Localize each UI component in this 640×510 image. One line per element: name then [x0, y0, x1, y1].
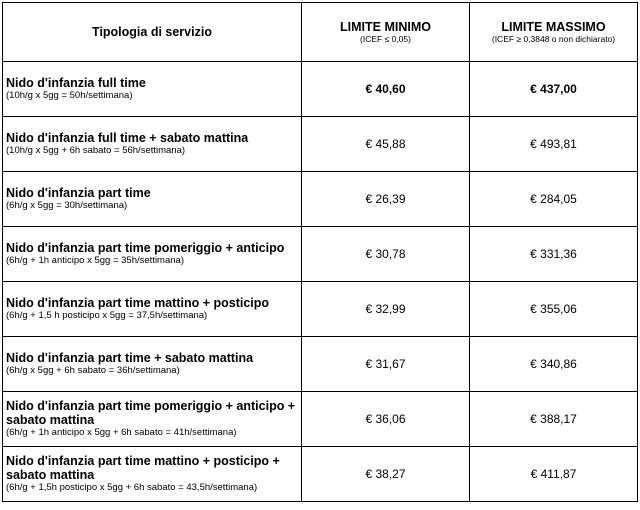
- service-detail: (10h/g x 5gg = 50h/settimana): [6, 90, 133, 101]
- service-cell: [3, 62, 302, 117]
- max-value: € 388,17: [470, 392, 638, 447]
- service-title: Nido d'infanzia full time: [6, 76, 146, 90]
- service-title: Nido d'infanzia full time + sabato mattina: [6, 131, 249, 145]
- max-value: € 493,81: [470, 117, 638, 172]
- service-detail: (6h/g + 1,5 h posticipo x 5gg = 37,5h/settimana): [6, 310, 208, 321]
- header-max-title: LIMITE MASSIMO: [501, 19, 606, 34]
- header-min-title: LIMITE MINIMO: [340, 19, 431, 34]
- service-detail: (6h/g + 1h anticipo x 5gg = 35h/settimana): [6, 255, 184, 266]
- max-value: € 284,05: [470, 172, 638, 227]
- max-value: € 355,06: [470, 282, 638, 337]
- service-detail: (6h/g x 5gg = 30h/settimana): [6, 200, 128, 211]
- header-max-subtitle: (ICEF ≥ 0,3848 o non dichiarato): [491, 33, 616, 44]
- header-min-subtitle: (ICEF ≤ 0,05): [360, 33, 411, 44]
- service-cell: [3, 337, 302, 392]
- min-value: € 38,27: [302, 447, 470, 502]
- min-value: € 30,78: [302, 227, 470, 282]
- table-row: [3, 392, 638, 447]
- fee-table: [2, 2, 638, 502]
- table-row: [3, 337, 638, 392]
- service-title: Nido d'infanzia part time + sabato mattina: [6, 351, 254, 365]
- service-detail: (6h/g + 1,5h posticipo x 5gg + 6h sabato = 43,5h/settimana): [6, 482, 258, 493]
- max-value: € 340,86: [470, 337, 638, 392]
- table-row: [3, 62, 638, 117]
- service-cell: [3, 117, 302, 172]
- table-row: [3, 447, 638, 502]
- max-value: € 411,87: [470, 447, 638, 502]
- service-title: Nido d'infanzia part time pomeriggio + anticipo + sabato mattina: [6, 399, 296, 427]
- min-value: € 40,60: [302, 62, 470, 117]
- header-service-type: Tipologia di servizio: [3, 3, 302, 62]
- max-value: € 437,00: [470, 62, 638, 117]
- table-row: [3, 117, 638, 172]
- service-title: Nido d'infanzia part time mattino + posticipo: [6, 296, 270, 310]
- service-title: Nido d'infanzia part time pomeriggio + anticipo: [6, 241, 285, 255]
- service-title: Nido d'infanzia part time mattino + posticipo + sabato mattina: [6, 454, 280, 482]
- service-title: Nido d'infanzia part time: [6, 186, 151, 200]
- service-detail: (6h/g + 1h anticipo x 5gg + 6h sabato = 41h/settimana): [6, 427, 237, 438]
- service-cell: [3, 172, 302, 227]
- max-value: € 331,36: [470, 227, 638, 282]
- service-cell: [3, 227, 302, 282]
- table-row: [3, 227, 638, 282]
- table-header-row: [3, 3, 638, 62]
- service-detail: (10h/g x 5gg + 6h sabato = 56h/settimana): [6, 145, 186, 156]
- header-min-limit: [302, 3, 470, 62]
- service-detail: (6h/g x 5gg + 6h sabato = 36h/settimana): [6, 365, 180, 376]
- min-value: € 26,39: [302, 172, 470, 227]
- min-value: € 45,88: [302, 117, 470, 172]
- service-cell: [3, 392, 302, 447]
- min-value: € 31,67: [302, 337, 470, 392]
- header-max-limit: [470, 3, 638, 62]
- min-value: € 32,99: [302, 282, 470, 337]
- service-cell: [3, 282, 302, 337]
- table-row: [3, 282, 638, 337]
- min-value: € 36,06: [302, 392, 470, 447]
- table-row: [3, 172, 638, 227]
- service-cell: [3, 447, 302, 502]
